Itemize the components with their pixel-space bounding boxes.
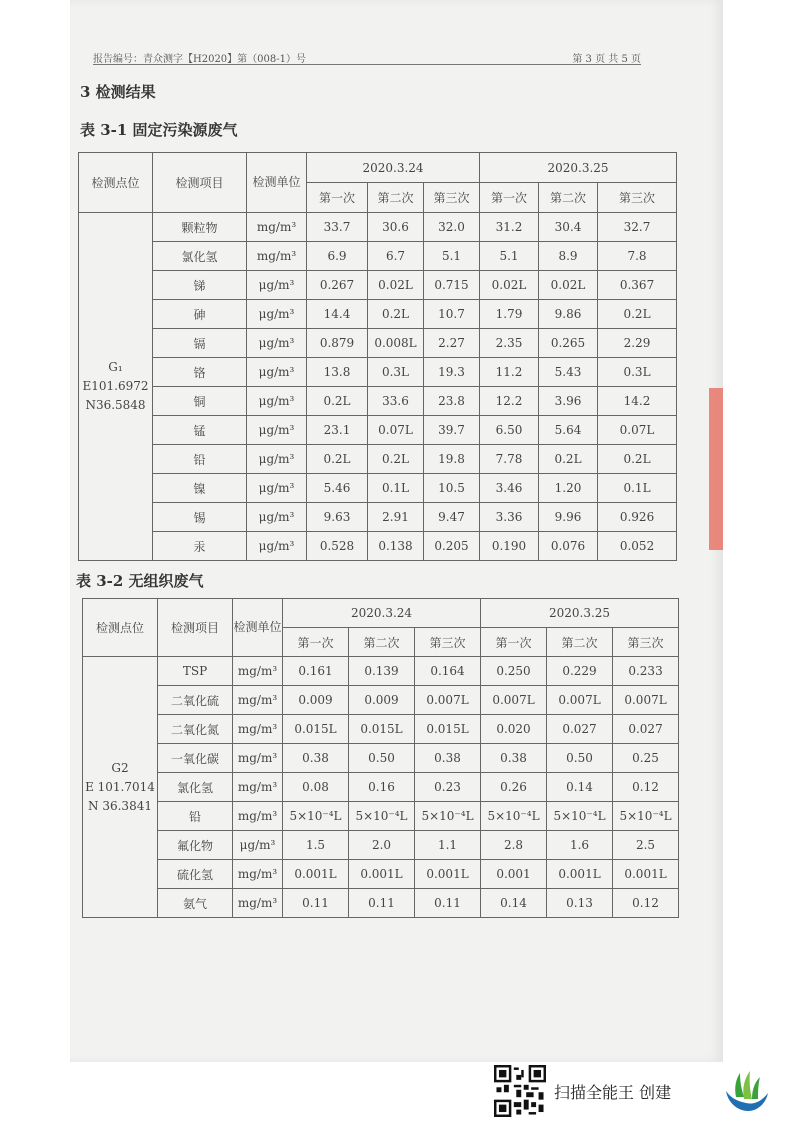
- value-cell: 0.001L: [547, 860, 613, 889]
- value-cell: 0.190: [480, 532, 539, 561]
- item-cell: 镍: [153, 474, 247, 503]
- col-header-site: 检测点位: [83, 599, 158, 657]
- value-cell: 11.2: [480, 358, 539, 387]
- value-cell: 5×10⁻⁴L: [349, 802, 415, 831]
- value-cell: 0.12: [613, 773, 679, 802]
- item-cell: 氟化物: [158, 831, 233, 860]
- value-cell: 0.2L: [307, 445, 368, 474]
- value-cell: 0.08: [283, 773, 349, 802]
- value-cell: 12.2: [480, 387, 539, 416]
- value-cell: 0.009: [349, 686, 415, 715]
- value-cell: 5.64: [539, 416, 598, 445]
- value-cell: 5×10⁻⁴L: [415, 802, 481, 831]
- value-cell: 14.2: [598, 387, 677, 416]
- value-cell: 0.076: [539, 532, 598, 561]
- value-cell: 0.13: [547, 889, 613, 918]
- value-cell: 0.001L: [283, 860, 349, 889]
- page-indicator: 第 3 页 共 5 页: [572, 54, 641, 65]
- value-cell: 0.2L: [368, 300, 424, 329]
- col-header-item: 检测项目: [153, 153, 247, 213]
- unit-cell: mg/m³: [247, 213, 307, 242]
- item-cell: 砷: [153, 300, 247, 329]
- run-header: 第三次: [613, 628, 679, 657]
- value-cell: 0.001L: [349, 860, 415, 889]
- value-cell: 0.14: [547, 773, 613, 802]
- value-cell: 0.14: [481, 889, 547, 918]
- value-cell: 0.001L: [613, 860, 679, 889]
- value-cell: 23.1: [307, 416, 368, 445]
- unit-cell: mg/m³: [233, 715, 283, 744]
- col-header-site: 检测点位: [79, 153, 153, 213]
- item-cell: 铜: [153, 387, 247, 416]
- table-row: [79, 358, 677, 387]
- value-cell: 1.5: [283, 831, 349, 860]
- red-seal-stamp: [709, 388, 723, 550]
- unit-cell: mg/m³: [233, 686, 283, 715]
- value-cell: 0.138: [368, 532, 424, 561]
- table-row: [79, 445, 677, 474]
- unit-cell: μg/m³: [247, 503, 307, 532]
- site-line: E 101.7014: [85, 779, 155, 794]
- value-cell: 14.4: [307, 300, 368, 329]
- value-cell: 0.11: [283, 889, 349, 918]
- value-cell: 0.007L: [481, 686, 547, 715]
- site-line: G₁: [108, 360, 123, 374]
- value-cell: 0.2L: [307, 387, 368, 416]
- value-cell: 0.007L: [613, 686, 679, 715]
- item-cell: 铅: [153, 445, 247, 474]
- unit-cell: mg/m³: [233, 744, 283, 773]
- unit-cell: μg/m³: [247, 474, 307, 503]
- value-cell: 0.265: [539, 329, 598, 358]
- col-header-unit: 检测单位: [233, 599, 283, 657]
- sampling-site-cell: [79, 213, 153, 561]
- value-cell: 5.1: [480, 242, 539, 271]
- item-cell: 锡: [153, 503, 247, 532]
- run-header: 第一次: [481, 628, 547, 657]
- value-cell: 0.02L: [480, 271, 539, 300]
- value-cell: 1.6: [547, 831, 613, 860]
- value-cell: 0.2L: [598, 445, 677, 474]
- table-row: [79, 474, 677, 503]
- unit-cell: μg/m³: [247, 416, 307, 445]
- table-row: [79, 213, 677, 242]
- table2-caption: 表 3-2 无组织废气: [76, 572, 204, 590]
- scanner-watermark: [494, 1063, 793, 1122]
- value-cell: 0.879: [307, 329, 368, 358]
- site-line: N36.5848: [85, 398, 146, 412]
- value-cell: 1.79: [480, 300, 539, 329]
- date-header: 2020.3.25: [480, 153, 677, 183]
- value-cell: 6.50: [480, 416, 539, 445]
- value-cell: 32.0: [424, 213, 480, 242]
- table-row: [83, 802, 679, 831]
- value-cell: 5.43: [539, 358, 598, 387]
- table-row: [83, 686, 679, 715]
- value-cell: 2.91: [368, 503, 424, 532]
- value-cell: 0.205: [424, 532, 480, 561]
- value-cell: 2.35: [480, 329, 539, 358]
- value-cell: 0.16: [349, 773, 415, 802]
- table-row: [83, 831, 679, 860]
- run-header: 第二次: [539, 183, 598, 213]
- site-line: G2: [111, 760, 129, 775]
- table-row: [79, 242, 677, 271]
- value-cell: 0.50: [349, 744, 415, 773]
- table-row: [83, 773, 679, 802]
- value-cell: 0.007L: [547, 686, 613, 715]
- value-cell: 5×10⁻⁴L: [283, 802, 349, 831]
- run-header: 第二次: [368, 183, 424, 213]
- value-cell: 0.2L: [368, 445, 424, 474]
- item-cell: 锰: [153, 416, 247, 445]
- item-cell: 氯化氢: [158, 773, 233, 802]
- value-cell: 10.5: [424, 474, 480, 503]
- table-row: [79, 503, 677, 532]
- value-cell: 33.6: [368, 387, 424, 416]
- value-cell: 19.3: [424, 358, 480, 387]
- value-cell: 0.25: [613, 744, 679, 773]
- report-number: 报告编号：青众测字【H2020】第（008-1）号: [93, 54, 306, 65]
- col-header-item: 检测项目: [158, 599, 233, 657]
- value-cell: 0.1L: [598, 474, 677, 503]
- value-cell: 5.46: [307, 474, 368, 503]
- value-cell: 9.96: [539, 503, 598, 532]
- value-cell: 0.020: [481, 715, 547, 744]
- item-cell: 颗粒物: [153, 213, 247, 242]
- value-cell: 7.78: [480, 445, 539, 474]
- value-cell: 9.47: [424, 503, 480, 532]
- item-cell: 二氧化氮: [158, 715, 233, 744]
- value-cell: 0.367: [598, 271, 677, 300]
- item-cell: 氯化氢: [153, 242, 247, 271]
- value-cell: 31.2: [480, 213, 539, 242]
- table-row: [83, 860, 679, 889]
- unit-cell: mg/m³: [233, 802, 283, 831]
- scanner-credit-text: 扫描全能王 创建: [554, 1083, 672, 1102]
- value-cell: 3.96: [539, 387, 598, 416]
- value-cell: 1.20: [539, 474, 598, 503]
- value-cell: 39.7: [424, 416, 480, 445]
- value-cell: 0.015L: [283, 715, 349, 744]
- value-cell: 0.2L: [598, 300, 677, 329]
- value-cell: 10.7: [424, 300, 480, 329]
- table-row: [79, 532, 677, 561]
- value-cell: 9.86: [539, 300, 598, 329]
- value-cell: 2.0: [349, 831, 415, 860]
- item-cell: 汞: [153, 532, 247, 561]
- value-cell: 0.38: [481, 744, 547, 773]
- item-cell: 硫化氢: [158, 860, 233, 889]
- value-cell: 0.161: [283, 657, 349, 686]
- unit-cell: μg/m³: [247, 387, 307, 416]
- item-cell: 锑: [153, 271, 247, 300]
- site-line: N 36.3841: [88, 798, 152, 813]
- value-cell: 5.1: [424, 242, 480, 271]
- value-cell: 6.7: [368, 242, 424, 271]
- value-cell: 19.8: [424, 445, 480, 474]
- table-row: [79, 387, 677, 416]
- value-cell: 2.5: [613, 831, 679, 860]
- qr-code-icon: [494, 1065, 546, 1117]
- table-row: [83, 744, 679, 773]
- value-cell: 0.267: [307, 271, 368, 300]
- unit-cell: mg/m³: [233, 657, 283, 686]
- item-cell: 铅: [158, 802, 233, 831]
- value-cell: 0.1L: [368, 474, 424, 503]
- value-cell: 33.7: [307, 213, 368, 242]
- value-cell: 30.6: [368, 213, 424, 242]
- value-cell: 0.2L: [539, 445, 598, 474]
- unit-cell: μg/m³: [247, 271, 307, 300]
- item-cell: 铬: [153, 358, 247, 387]
- value-cell: 8.9: [539, 242, 598, 271]
- value-cell: 0.07L: [598, 416, 677, 445]
- fugitive-exhaust-table: [82, 598, 679, 918]
- value-cell: 0.11: [349, 889, 415, 918]
- value-cell: 0.07L: [368, 416, 424, 445]
- value-cell: 23.8: [424, 387, 480, 416]
- table-row: [79, 329, 677, 358]
- item-cell: 氨气: [158, 889, 233, 918]
- value-cell: 5×10⁻⁴L: [613, 802, 679, 831]
- value-cell: 0.11: [415, 889, 481, 918]
- value-cell: 0.26: [481, 773, 547, 802]
- value-cell: 2.8: [481, 831, 547, 860]
- table-row: [83, 657, 679, 686]
- value-cell: 0.007L: [415, 686, 481, 715]
- value-cell: 3.36: [480, 503, 539, 532]
- value-cell: 0.926: [598, 503, 677, 532]
- unit-cell: mg/m³: [233, 773, 283, 802]
- value-cell: 0.001: [481, 860, 547, 889]
- value-cell: 0.528: [307, 532, 368, 561]
- date-header: 2020.3.25: [481, 599, 679, 628]
- value-cell: 2.27: [424, 329, 480, 358]
- run-header: 第三次: [424, 183, 480, 213]
- value-cell: 13.8: [307, 358, 368, 387]
- unit-cell: μg/m³: [247, 445, 307, 474]
- run-header: 第一次: [307, 183, 368, 213]
- value-cell: 5×10⁻⁴L: [481, 802, 547, 831]
- date-header: 2020.3.24: [283, 599, 481, 628]
- value-cell: 0.164: [415, 657, 481, 686]
- site-line: E101.6972: [82, 379, 149, 393]
- table-row: [79, 416, 677, 445]
- table1-caption: 表 3-1 固定污染源废气: [80, 121, 238, 139]
- run-header: 第一次: [283, 628, 349, 657]
- value-cell: 0.008L: [368, 329, 424, 358]
- value-cell: 0.009: [283, 686, 349, 715]
- value-cell: 0.229: [547, 657, 613, 686]
- table-row: [83, 889, 679, 918]
- value-cell: 0.3L: [368, 358, 424, 387]
- run-header: 第三次: [415, 628, 481, 657]
- unit-cell: μg/m³: [247, 329, 307, 358]
- unit-cell: mg/m³: [233, 860, 283, 889]
- value-cell: 0.715: [424, 271, 480, 300]
- value-cell: 0.052: [598, 532, 677, 561]
- col-header-unit: 检测单位: [247, 153, 307, 213]
- run-header: 第二次: [349, 628, 415, 657]
- value-cell: 0.38: [415, 744, 481, 773]
- unit-cell: μg/m³: [247, 300, 307, 329]
- value-cell: 9.63: [307, 503, 368, 532]
- value-cell: 1.1: [415, 831, 481, 860]
- item-cell: 一氧化碳: [158, 744, 233, 773]
- table-row: [83, 715, 679, 744]
- value-cell: 7.8: [598, 242, 677, 271]
- value-cell: 2.29: [598, 329, 677, 358]
- run-header: 第二次: [547, 628, 613, 657]
- value-cell: 5×10⁻⁴L: [547, 802, 613, 831]
- value-cell: 6.9: [307, 242, 368, 271]
- item-cell: TSP: [158, 657, 233, 686]
- value-cell: 0.233: [613, 657, 679, 686]
- value-cell: 0.23: [415, 773, 481, 802]
- section-title: 3 检测结果: [80, 83, 156, 101]
- run-header: 第一次: [480, 183, 539, 213]
- unit-cell: μg/m³: [233, 831, 283, 860]
- value-cell: 0.015L: [349, 715, 415, 744]
- table-row: [79, 300, 677, 329]
- value-cell: 32.7: [598, 213, 677, 242]
- value-cell: 0.02L: [539, 271, 598, 300]
- date-header: 2020.3.24: [307, 153, 480, 183]
- item-cell: 二氧化硫: [158, 686, 233, 715]
- unit-cell: mg/m³: [247, 242, 307, 271]
- item-cell: 镉: [153, 329, 247, 358]
- value-cell: 3.46: [480, 474, 539, 503]
- value-cell: 0.02L: [368, 271, 424, 300]
- page-header: [93, 48, 641, 65]
- unit-cell: mg/m³: [233, 889, 283, 918]
- unit-cell: μg/m³: [247, 358, 307, 387]
- value-cell: 0.38: [283, 744, 349, 773]
- value-cell: 0.3L: [598, 358, 677, 387]
- value-cell: 0.001L: [415, 860, 481, 889]
- run-header: 第三次: [598, 183, 677, 213]
- value-cell: 0.027: [547, 715, 613, 744]
- sampling-site-cell: [83, 657, 158, 918]
- value-cell: 30.4: [539, 213, 598, 242]
- value-cell: 0.50: [547, 744, 613, 773]
- value-cell: 0.139: [349, 657, 415, 686]
- value-cell: 0.015L: [415, 715, 481, 744]
- unit-cell: μg/m³: [247, 532, 307, 561]
- value-cell: 0.12: [613, 889, 679, 918]
- camscanner-logo-icon: [722, 1069, 770, 1115]
- fixed-source-exhaust-table: [78, 152, 677, 561]
- table-row: [79, 271, 677, 300]
- value-cell: 0.027: [613, 715, 679, 744]
- value-cell: 0.250: [481, 657, 547, 686]
